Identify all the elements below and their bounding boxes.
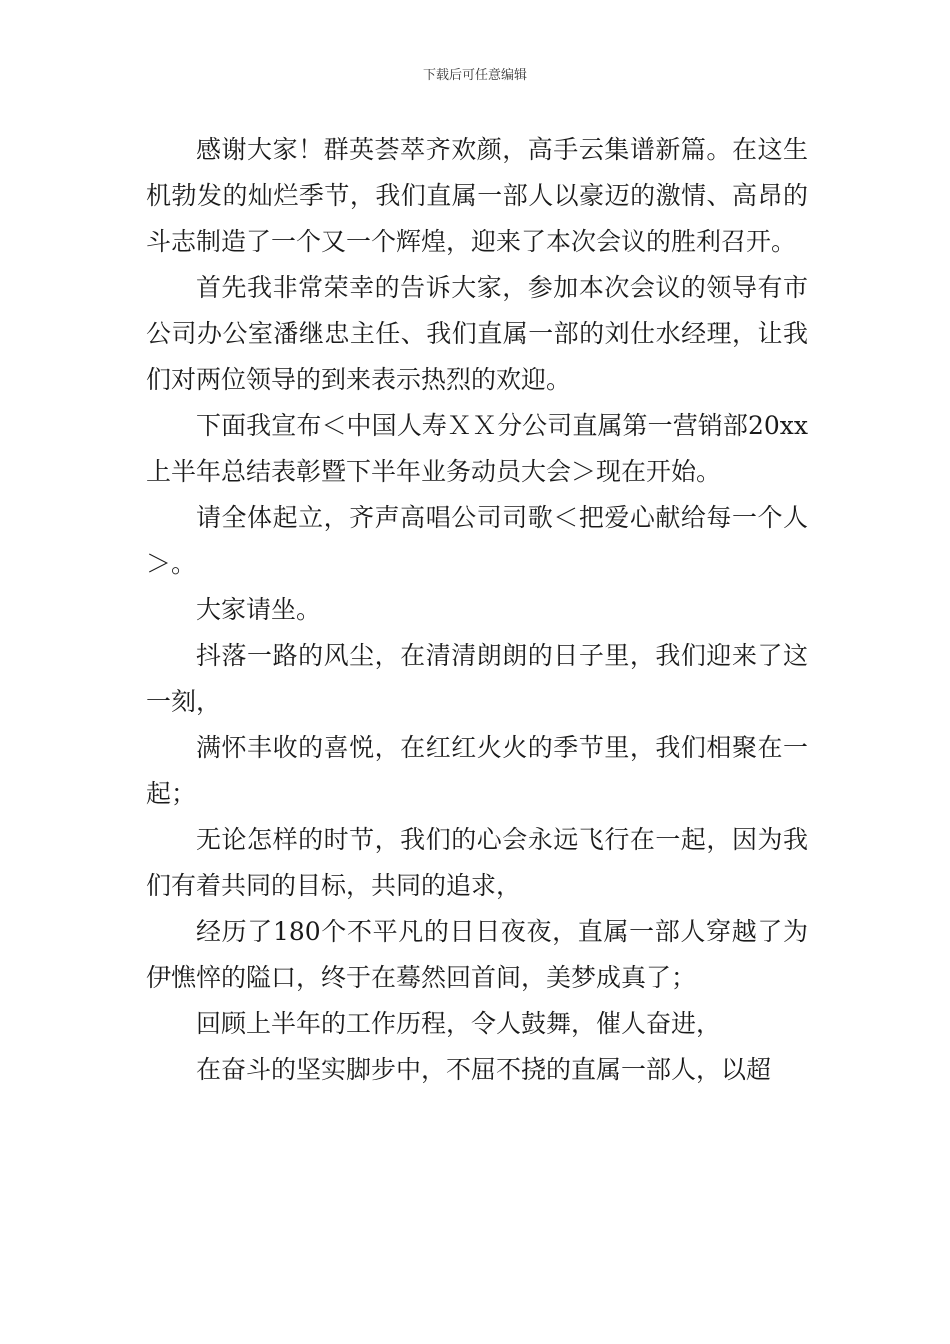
paragraph-7: 满怀丰收的喜悦，在红红火火的季节里，我们相聚在一起；: [146, 733, 808, 808]
paragraph-3: 下面我宣布＜中国人寿ＸＸ分公司直属第一营销部20xx上半年总结表彰暨下半年业务动员大会＞现在开始。: [146, 411, 808, 486]
paragraph-9: 经历了180个不平凡的日日夜夜，直属一部人穿越了为伊憔悴的隘口，终于在蓦然回首间，美梦成真了；: [146, 917, 808, 992]
paragraph-1: 感谢大家！群英荟萃齐欢颜，高手云集谱新篇。在这生机勃发的灿烂季节，我们直属一部人以豪迈的激情、高昂的斗志制造了一个又一个辉煌，迎来了本次会议的胜利召开。: [146, 135, 808, 256]
paragraph-2: 首先我非常荣幸的告诉大家，参加本次会议的领导有市公司办公室潘继忠主任、我们直属一部的刘仕水经理，让我们对两位领导的到来表示热烈的欢迎。: [146, 273, 808, 394]
paragraph-6: 抖落一路的风尘，在清清朗朗的日子里，我们迎来了这一刻，: [146, 641, 808, 716]
paragraph-5: 大家请坐。: [196, 595, 322, 624]
paragraph-10: 回顾上半年的工作历程，令人鼓舞，催人奋进，: [196, 1009, 722, 1038]
page-header-note: 下载后可任意编辑: [422, 68, 527, 83]
paragraph-4: 请全体起立，齐声高唱公司司歌＜把爱心献给每一个人＞。: [146, 503, 808, 578]
paragraph-8: 无论怎样的时节，我们的心会永远飞行在一起，因为我们有着共同的目标，共同的追求，: [146, 825, 808, 900]
paragraph-11: 在奋斗的坚实脚步中，不屈不挠的直属一部人，以超: [196, 1055, 772, 1084]
document-body: [146, 127, 808, 1093]
